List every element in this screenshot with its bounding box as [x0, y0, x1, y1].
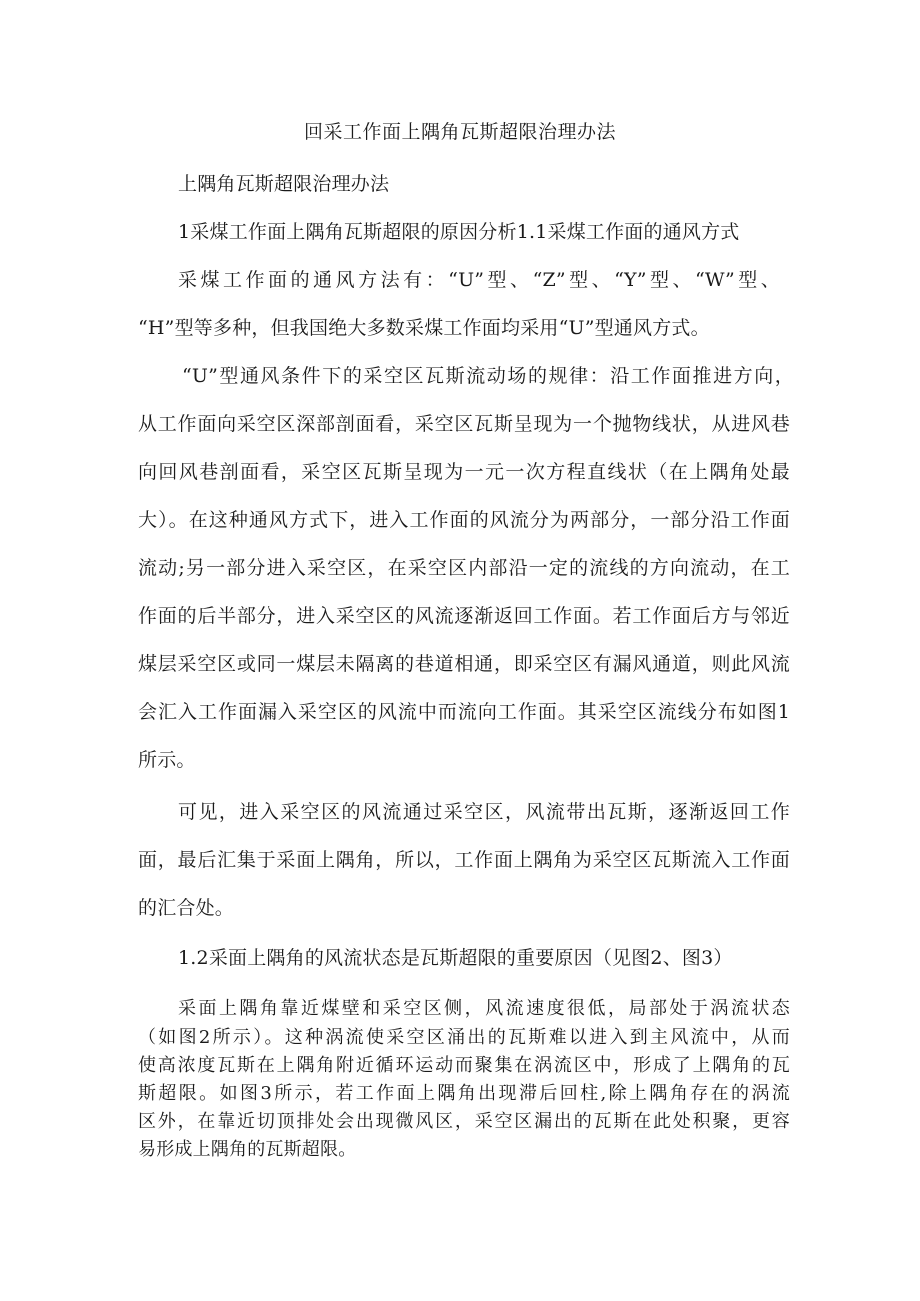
paragraph-line: 的汇合处。: [138, 897, 235, 919]
paragraph-line: 斯超限。如图3所示，若工作面上隅角出现滞后回柱,除上隅角存在的涡流: [138, 1083, 790, 1104]
section-heading: 1.2采面上隅角的风流状态是瓦斯超限的重要原因（见图2、图3）: [178, 947, 733, 969]
paragraph-line: 从工作面向采空区深部剖面看，采空区瓦斯呈现为一个抛物线状，从进风巷: [138, 413, 790, 435]
paragraph-line: 所示。: [138, 749, 196, 771]
section-heading: 上隅角瓦斯超限治理办法: [178, 173, 390, 195]
paragraph-line: 采面上隅角靠近煤壁和采空区侧，风流速度很低，局部处于涡流状态: [178, 998, 790, 1019]
paragraph-line: 采煤工作面的通风方法有：“U”型、“Z”型、“Y”型、“W”型、: [178, 269, 780, 291]
paragraph-line: 面，最后汇集于采面上隅角，所以，工作面上隅角为采空区瓦斯流入工作面: [138, 849, 790, 871]
paragraph-line: 向回风巷剖面看，采空区瓦斯呈现为一元一次方程直线状（在上隅角处最: [138, 461, 790, 483]
paragraph-line: 易形成上隅角的瓦斯超限。: [138, 1139, 357, 1160]
paragraph-line: 作面的后半部分，进入采空区的风流逐渐返回工作面。若工作面后方与邻近: [138, 605, 790, 627]
paragraph-line: 区外，在靠近切顶排处会出现微风区，采空区漏出的瓦斯在此处积聚，更容: [138, 1111, 790, 1132]
paragraph-line: 会汇入工作面漏入采空区的风流中而流向工作面。其采空区流线分布如图1: [138, 701, 790, 723]
paragraph-line: 大）。在这种通风方式下，进入工作面的风流分为两部分，一部分沿工作面: [138, 509, 790, 531]
paragraph-line: 流动;另一部分进入采空区，在采空区内部沿一定的流线的方向流动，在工: [138, 557, 790, 579]
paragraph-line: “U”型通风条件下的采空区瓦斯流动场的规律：沿工作面推进方向，: [182, 365, 794, 387]
paragraph-line: 使高浓度瓦斯在上隅角附近循环运动而聚集在涡流区中，形成了上隅角的瓦: [138, 1055, 790, 1076]
paragraph-line: 煤层采空区或同一煤层未隔离的巷道相通，即采空区有漏风通道，则此风流: [138, 653, 790, 675]
document-title: 回采工作面上隅角瓦斯超限治理办法: [303, 121, 616, 143]
paragraph-line: “H”型等多种，但我国绝大多数采煤工作面均采用“U”型通风方式。: [138, 317, 710, 339]
paragraph-line: 可见，进入采空区的风流通过采空区，风流带出瓦斯，逐渐返回工作: [178, 801, 790, 823]
paragraph-line: 1采煤工作面上隅角瓦斯超限的原因分析1.1采煤工作面的通风方式: [178, 221, 740, 243]
paragraph-line: （如图2所示）。这种涡流使采空区涌出的瓦斯难以进入到主风流中，从而: [138, 1027, 790, 1048]
